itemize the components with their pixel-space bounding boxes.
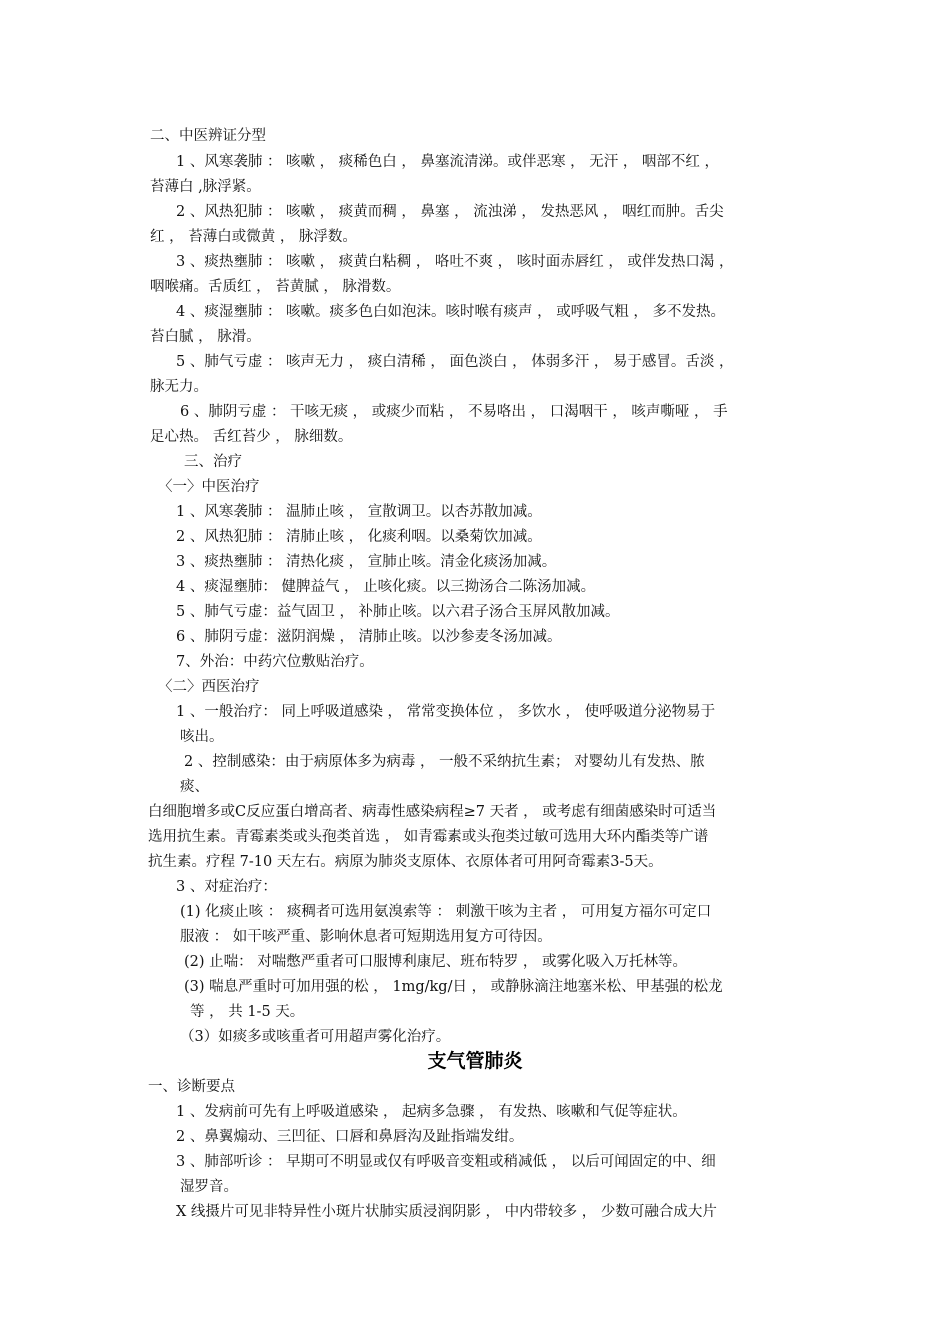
paragraph-line: 3 、痰热壅肺 ： 咳嗽 ， 痰黄白粘稠 ， 咯吐不爽 ， 咳时面赤唇红 ， 或伴发热口渴 ， (176, 254, 734, 270)
paragraph-line: 5 、肺气亏虚：益气固卫 ， 补肺止咳。以六君子汤合玉屏风散加减。 (176, 604, 620, 620)
paragraph-line: 足心热。 舌红苔少 ， 脉细数。 (150, 429, 353, 445)
paragraph-line: 7、外治：中药穴位敷贴治疗。 (176, 654, 374, 670)
paragraph-line: 4 、痰湿壅肺 ： 咳嗽。痰多色白如泡沫。咳时喉有痰声 ， 或呼吸气粗 ， 多不发热。 (176, 304, 725, 320)
paragraph-line: 咽喉痛。舌质红 ， 苔黄腻 ， 脉滑数。 (150, 279, 401, 295)
paragraph-line: 2 、风热犯肺 ： 清肺止咳 ， 化痰利咽。以桑菊饮加减。 (176, 529, 542, 545)
paragraph-line: 6 、肺阴亏虚 ： 干咳无痰 ， 或痰少而粘 ， 不易咯出 ， 口渴咽干 ， 咳声嘶哑 ， 手 (180, 404, 728, 420)
paragraph-line: 痰、 (180, 779, 209, 795)
paragraph-line: 苔薄白 ,脉浮紧。 (150, 179, 261, 195)
heading-differentiation: 二、中医辨证分型 (150, 128, 266, 144)
paragraph-line: 脉无力。 (150, 379, 208, 395)
paragraph-line: 红 ， 苔薄白或微黄 ， 脉浮数。 (150, 229, 357, 245)
paragraph-line: 苔白腻 ， 脉滑。 (150, 329, 261, 345)
paragraph-line: (1) 化痰止咳 ： 痰稠者可选用氨溴索等 ： 刺激干咳为主者 ， 可用复方福尔可定口 (180, 904, 712, 920)
paragraph-line: 3 、肺部听诊 ： 早期可不明显或仅有呼吸音变粗或稍减低 ， 以后可闻固定的中、细 (176, 1154, 716, 1170)
paragraph-line: 1 、发病前可先有上呼吸道感染 ， 起病多急骤 ， 有发热、咳嗽和气促等症状。 (176, 1104, 687, 1120)
paragraph-line: 选用抗生素。青霉素类或头孢类首选 ， 如青霉素或头孢类过敏可选用大环内酯类等广谱 (148, 829, 709, 845)
paragraph-line: (3) 喘息严重时可加用强的松 ， 1mg/kg/日 ， 或静脉滴注地塞米松、甲基强的松龙 (184, 979, 723, 995)
paragraph-line: X 线摄片可见非特异性小斑片状肺实质浸润阴影 ， 中内带较多 ， 少数可融合成大片 (176, 1204, 717, 1220)
paragraph-line: 3 、对症治疗： (176, 879, 277, 895)
paragraph-line: （3）如痰多或咳重者可用超声雾化治疗。 (180, 1029, 451, 1045)
paragraph-line: 2 、风热犯肺 ： 咳嗽 ， 痰黄而稠 ， 鼻塞 ， 流浊涕 ， 发热恶风 ， 咽红而肿。舌尖 (176, 204, 724, 220)
paragraph-line: 1 、风寒袭肺 ： 咳嗽 ， 痰稀色白 ， 鼻塞流清涕。或伴恶寒 ， 无汗 ， 咽部不红 ， (176, 154, 720, 170)
section-title: 支气管肺炎 (427, 1050, 523, 1072)
paragraph-line: 6 、肺阴亏虚：滋阴润燥 ， 清肺止咳。以沙参麦冬汤加减。 (176, 629, 562, 645)
paragraph-line: 等 ， 共 1-5 天。 (190, 1004, 305, 1020)
paragraph-line: 抗生素。疗程 7-10 天左右。病原为肺炎支原体、衣原体者可用阿奇霉素3-5天。 (148, 854, 663, 870)
subheading-tcm-treatment: 〈一〉中医治疗 (158, 479, 260, 495)
heading-treatment: 三、治疗 (184, 454, 242, 470)
paragraph-line: 4 、痰湿壅肺： 健脾益气 ， 止咳化痰。以三拗汤合二陈汤加减。 (176, 579, 596, 595)
paragraph-line: 湿罗音。 (180, 1179, 238, 1195)
paragraph-line: 1 、一般治疗： 同上呼吸道感染 ， 常常变换体位 ， 多饮水 ， 使呼吸道分泌物易于 (176, 704, 716, 720)
heading-diagnosis-points: 一、诊断要点 (148, 1079, 235, 1095)
paragraph-line: 1 、风寒袭肺 ： 温肺止咳 ， 宣散调卫。以杏苏散加减。 (176, 504, 542, 520)
subheading-western-treatment: 〈二〉西医治疗 (158, 679, 260, 695)
paragraph-line: 白细胞增多或C反应蛋白增高者、病毒性感染病程≥7 天者 ， 或考虑有细菌感染时可适当 (148, 804, 717, 820)
paragraph-line: 5 、肺气亏虚 ： 咳声无力 ， 痰白清稀 ， 面色淡白 ， 体弱多汗 ， 易于感冒。舌淡 ， (176, 354, 734, 370)
paragraph-line: 2 、控制感染：由于病原体多为病毒 ， 一般不采纳抗生素； 对婴幼儿有发热、脓 (184, 754, 705, 770)
paragraph-line: (2) 止喘： 对喘憋严重者可口服博利康尼、班布特罗 ， 或雾化吸入万托林等。 (184, 954, 687, 970)
paragraph-line: 2 、鼻翼煽动、三凹征、口唇和鼻唇沟及趾指端发绀。 (176, 1129, 524, 1145)
paragraph-line: 3 、痰热壅肺 ： 清热化痰 ， 宣肺止咳。清金化痰汤加减。 (176, 554, 557, 570)
paragraph-line: 咳出。 (180, 729, 224, 745)
paragraph-line: 服液 ： 如干咳严重、影响休息者可短期选用复方可待因。 (180, 929, 552, 945)
